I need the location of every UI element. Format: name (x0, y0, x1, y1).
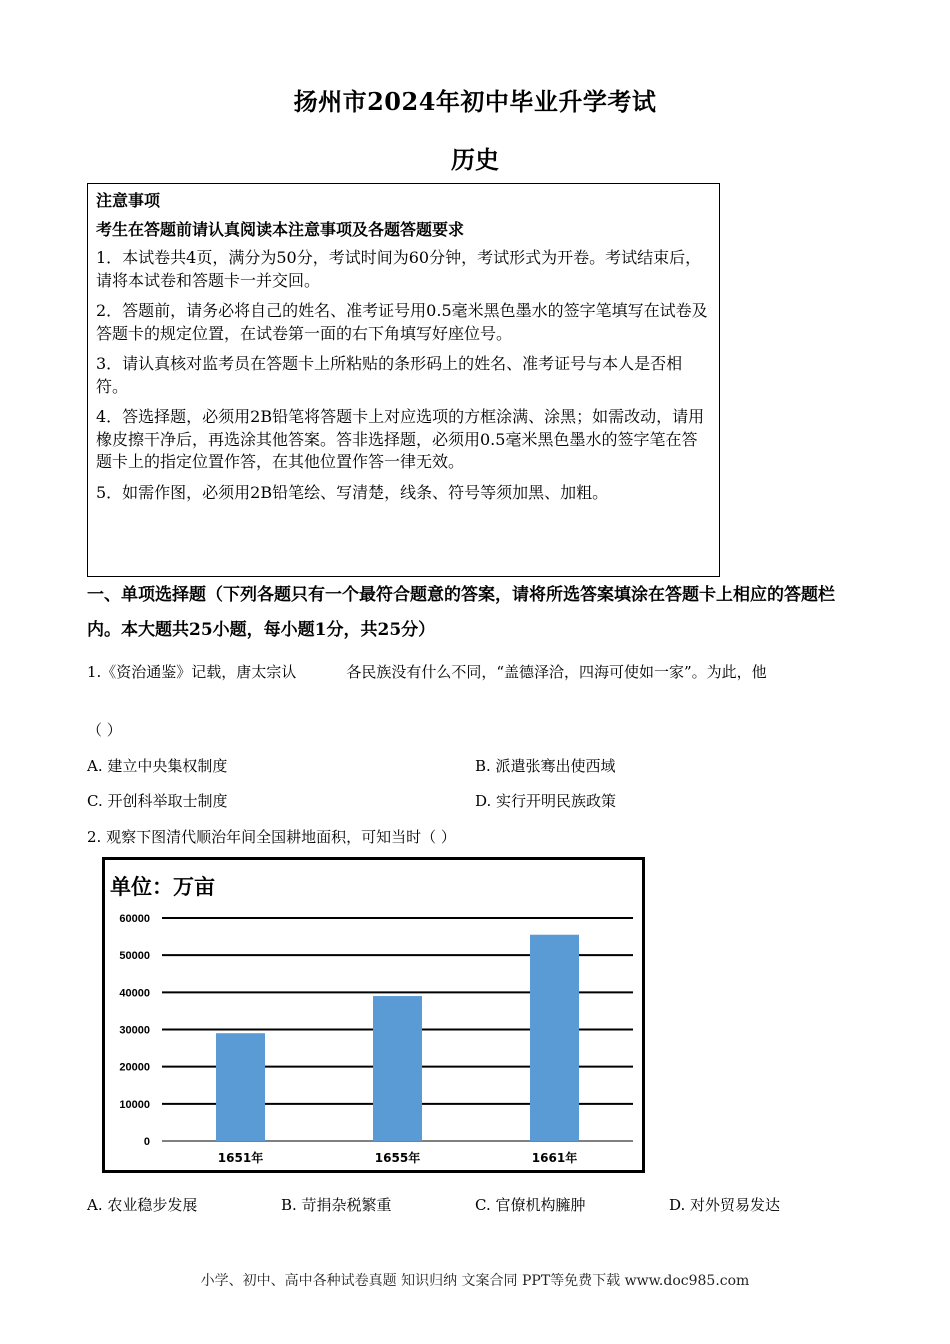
y-tick-label: 40000 (119, 987, 150, 1000)
section-heading: 一、单项选择题（下列各题只有一个最符合题意的答案，请将所选答案填涂在答题卡上相应的答题栏内。本大题共25小题，每小题1分，共25分） (87, 585, 835, 640)
y-tick-label: 30000 (119, 1024, 150, 1037)
question-1-stem-b: 各民族没有什么不同，“盖德泽洽，四海可使如一家”。为此，他 (346, 663, 767, 681)
notice-item-2: 2．答题前，请务必将自己的姓名、准考证号用0.5毫米黑色墨水的签字笔填写在试卷及答题卡的规定位置，在试卷第一面的右下角填写好座位号。 (96, 301, 708, 343)
q1-option-d[interactable]: D. 实行开明民族政策 (475, 792, 617, 810)
subject-title: 历史 (451, 145, 499, 174)
question-2-stem: 2. 观察下图清代顺治年间全国耕地面积，可知当时（ ） (87, 828, 456, 846)
bar-1661年 (530, 935, 579, 1141)
y-tick-label: 20000 (119, 1061, 150, 1074)
notice-item-4: 4．答选择题，必须用2B铅笔将答题卡上对应选项的方框涂满、涂黑；如需改动，请用橡皮擦干净后，再选涂其他答案。答非选择题，必须用0.5毫米黑色墨水的签字笔在答题卡上的指定位置作答，在其他位置作答一律无效。 (96, 407, 705, 471)
notice-heading: 注意事项 (96, 191, 161, 210)
question-1-blank: （ ） (87, 721, 122, 739)
q2-option-d[interactable]: D. 对外贸易发达 (669, 1196, 781, 1214)
q2-option-b[interactable]: B. 苛捐杂税繁重 (281, 1196, 392, 1214)
notice-item-3: 3．请认真核对监考员在答题卡上所粘贴的条形码上的姓名、准考证号与本人是否相符。 (96, 354, 683, 396)
notice-item-1: 1．本试卷共4页，满分为50分，考试时间为60分钟，考试形式为开卷。考试结束后，请将本试卷和答题卡一并交回。 (96, 248, 702, 290)
y-tick-label: 60000 (119, 913, 150, 925)
chart-svg (105, 860, 642, 1170)
y-tick-label: 0 (143, 1136, 150, 1148)
x-tick-label: 1651年 (217, 1151, 264, 1165)
chart-title: 单位：万亩 (110, 874, 215, 899)
farmland-chart (102, 857, 645, 1173)
question-1-stem (87, 661, 767, 682)
q1-option-a[interactable]: A. 建立中央集权制度 (87, 757, 228, 775)
x-tick-label: 1655年 (374, 1151, 421, 1165)
y-tick-label: 50000 (119, 950, 150, 963)
q1-option-b[interactable]: B. 派遣张骞出使西域 (475, 757, 616, 775)
question-1-stem-a: 1.《资治通鉴》记载，唐太宗认 (87, 663, 297, 681)
bar-1655年 (373, 996, 422, 1141)
page-footer: 小学、初中、高中各种试卷真题 知识归纳 文案合同 PPT等免费下载 www.doc985.com (200, 1273, 750, 1289)
notice-box (87, 183, 720, 577)
exam-title: 扬州市2024年初中毕业升学考试 (293, 87, 657, 116)
x-tick-label: 1661年 (531, 1151, 578, 1165)
y-tick-label: 10000 (119, 1098, 150, 1111)
notice-subheading: 考生在答题前请认真阅读本注意事项及各题答题要求 (96, 219, 465, 239)
bar-1651年 (216, 1033, 265, 1141)
notice-item-5: 5．如需作图，必须用2B铅笔绘、写清楚，线条、符号等须加黑、加粗。 (96, 482, 609, 502)
q2-option-a[interactable]: A. 农业稳步发展 (87, 1196, 198, 1214)
q2-option-c[interactable]: C. 官僚机构臃肿 (475, 1196, 586, 1214)
q1-option-c[interactable]: C. 开创科举取士制度 (87, 792, 228, 810)
